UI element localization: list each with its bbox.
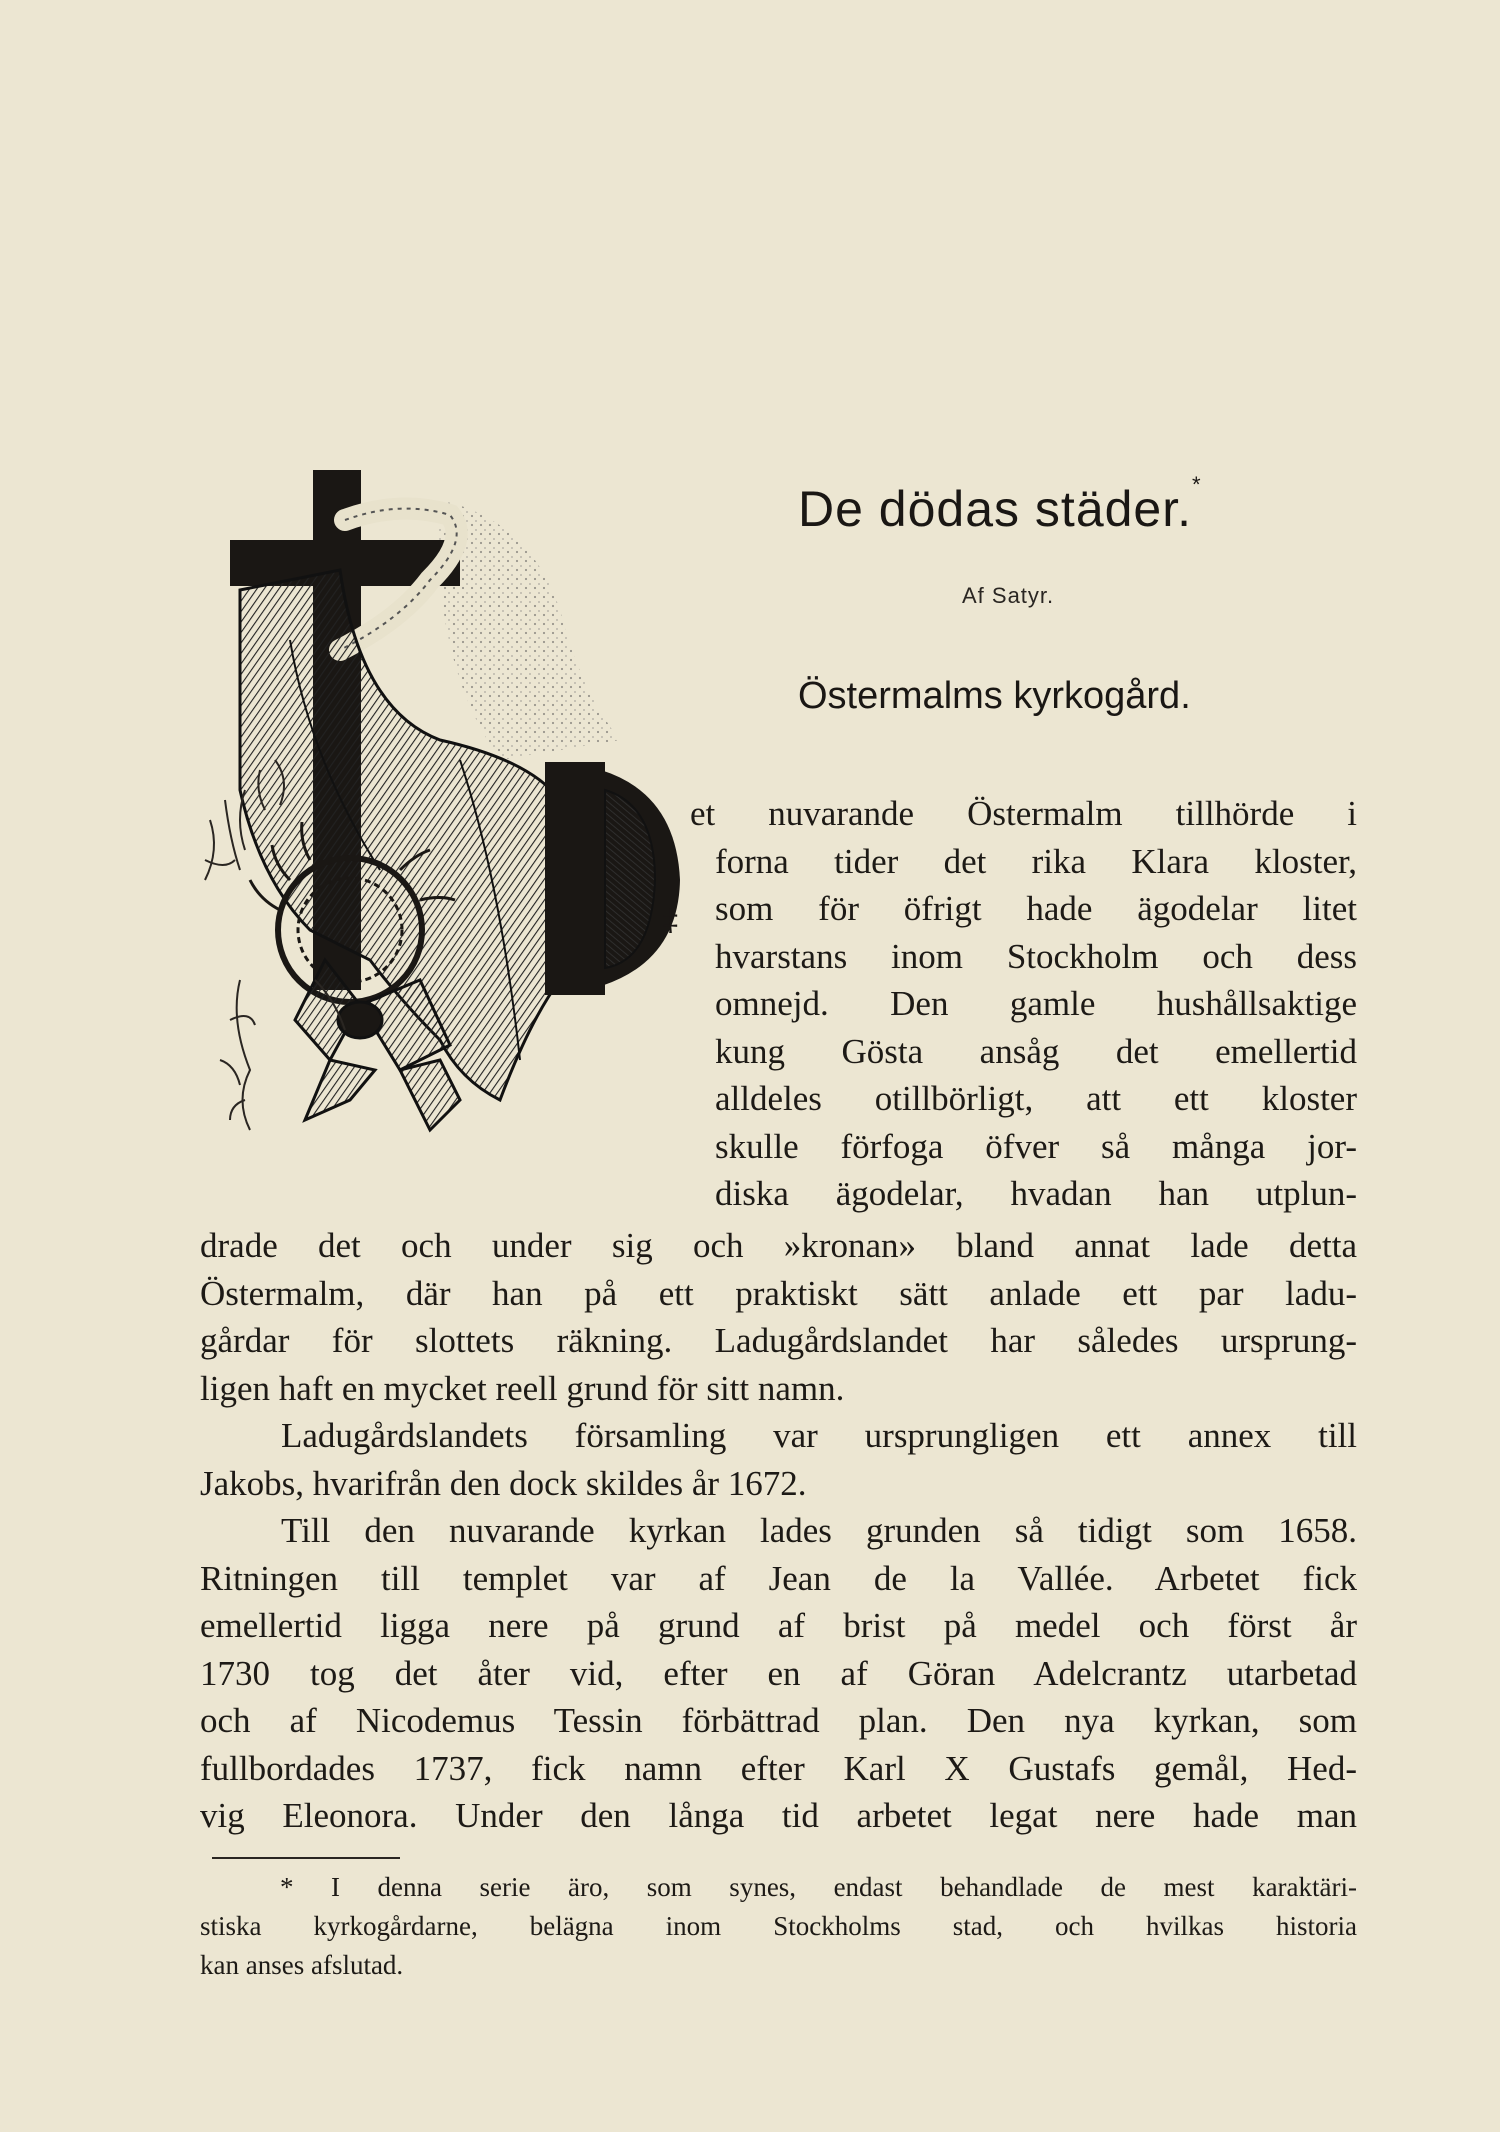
footnote-line: stiska kyrkogårdarne, belägna inom Stockholms stad, och hvilkas historia <box>200 1911 1357 1941</box>
text-line: fullbordades 1737, fick namn efter Karl X Gustafs gemål, Hed- <box>200 1748 1357 1788</box>
text-line: som för öfrigt hade ägodelar litet <box>715 889 1357 928</box>
text-line: ligen haft en mycket reell grund för sitt namn. <box>200 1368 845 1408</box>
text-line: drade det och under sig och »kronan» bland annat lade detta <box>200 1226 1357 1265</box>
section-subtitle: Östermalms kyrkogård. <box>798 675 1191 717</box>
svg-text:‡: ‡ <box>663 903 678 938</box>
text-line: hvarstans inom Stockholm och dess <box>715 936 1357 976</box>
text-line: kung Gösta ansåg det emellertid <box>715 1031 1357 1071</box>
footnote-line: kan anses afslutad. <box>200 1950 404 1980</box>
text-line: alldeles otillbörligt, att ett kloster <box>715 1079 1357 1118</box>
footnote-line: * I denna serie äro, som synes, endast behandlade de mest karaktäri- <box>280 1872 1357 1902</box>
footnote-divider <box>212 1857 400 1859</box>
text-line: vig Eleonora. Under den långa tid arbetet legat nere hade man <box>200 1796 1357 1835</box>
body-paragraph-2 <box>200 1412 1357 1507</box>
text-line: Till den nuvarande kyrkan lades grunden så tidigt som 1658. <box>281 1511 1357 1550</box>
text-line: Jakobs, hvarifrån den dock skildes år 1672. <box>200 1463 807 1503</box>
text-line: omnejd. Den gamle hushållsaktige <box>715 984 1357 1023</box>
text-line: forna tider det rika Klara kloster, <box>715 841 1357 881</box>
text-line: emellertid ligga nere på grund af brist på medel och först år <box>200 1606 1357 1645</box>
byline: Af Satyr. <box>962 583 1055 608</box>
footnote-mark: * <box>1192 472 1202 497</box>
dropcap-letter-d <box>545 762 680 995</box>
text-line: Östermalm, där han på ett praktiskt sätt anlade ett par ladu- <box>200 1273 1357 1313</box>
body-paragraph-1 <box>200 1222 1357 1412</box>
text-line: diska ägodelar, hvadan han utplun- <box>715 1174 1357 1213</box>
text-line: Ladugårdslandets församling var ursprungligen ett annex till <box>281 1416 1357 1455</box>
text-line: och af Nicodemus Tessin förbättrad plan. Den nya kyrkan, som <box>200 1701 1357 1740</box>
text-line: gårdar för slottets räkning. Ladugårdslandet har således ursprung- <box>200 1321 1357 1360</box>
article-title: De dödas städer.* <box>798 472 1202 537</box>
text-line: skulle förfoga öfver så många jor- <box>715 1126 1357 1166</box>
text-line: 1730 tog det åter vid, efter en af Göran Adelcrantz utarbetad <box>200 1653 1357 1693</box>
text-line: Ritningen till templet var af Jean de la Vallée. Arbetet fick <box>200 1558 1357 1598</box>
dropcap-paragraph <box>690 790 1357 1218</box>
text-line: et nuvarande Östermalm tillhörde i <box>690 794 1357 833</box>
body-paragraph-3 <box>200 1507 1357 1840</box>
cross-dropcap-illustration <box>200 460 740 1220</box>
footnote <box>200 1868 1357 1985</box>
